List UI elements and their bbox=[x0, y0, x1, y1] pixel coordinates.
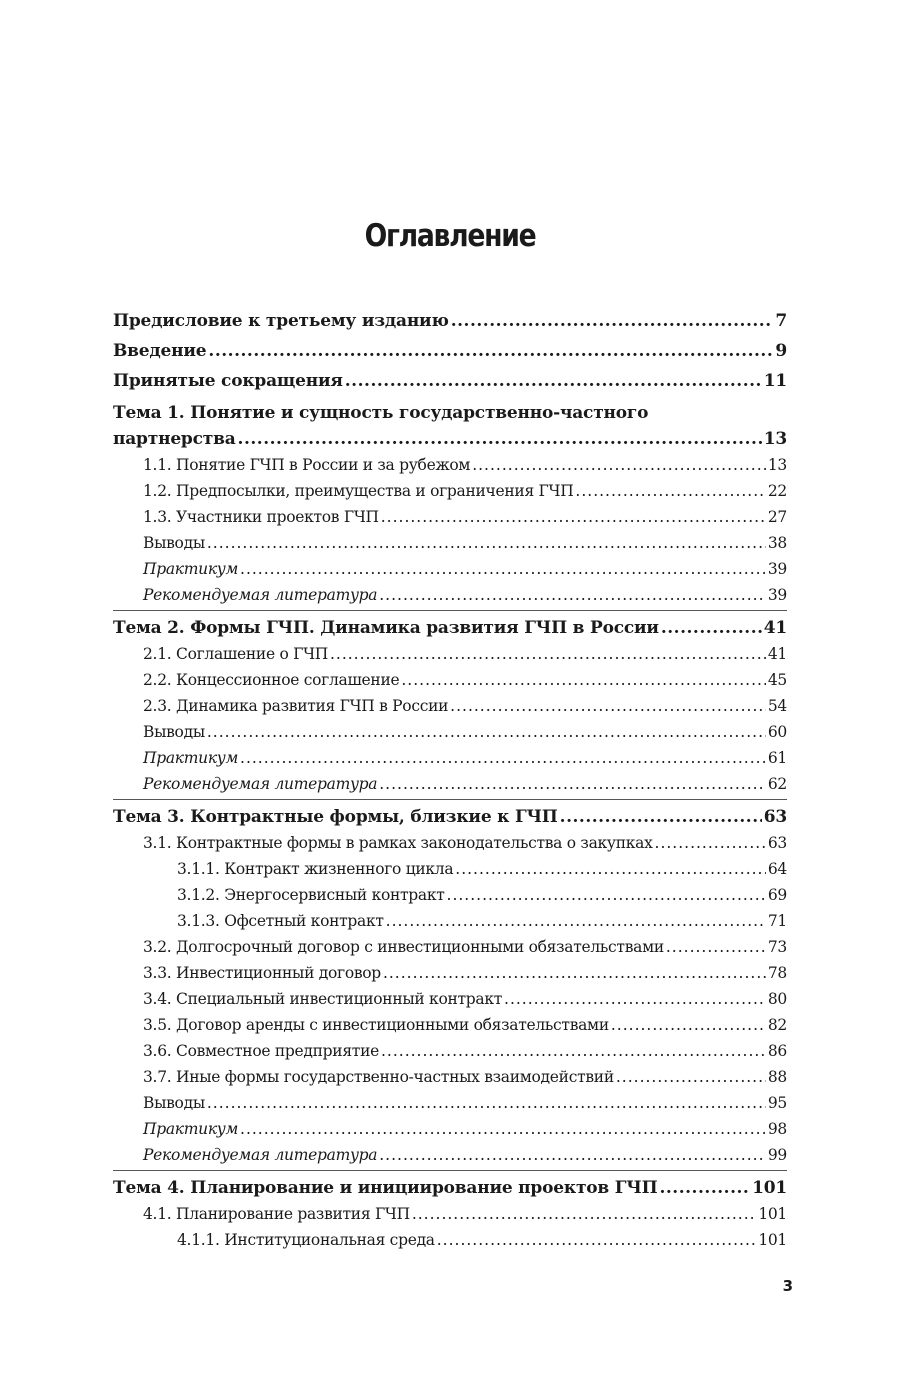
toc-entry-title: партнерства bbox=[113, 429, 236, 449]
toc-entry-page: 101 bbox=[758, 1231, 787, 1249]
toc-entry-page: 60 bbox=[767, 723, 787, 741]
toc-entry-page: 80 bbox=[767, 990, 787, 1008]
toc-entry-practicum[interactable] bbox=[113, 556, 787, 582]
dot-leader bbox=[616, 1064, 766, 1090]
toc-topic-3[interactable] bbox=[113, 804, 787, 830]
dot-leader bbox=[383, 960, 766, 986]
toc-entry-page: 88 bbox=[767, 1068, 787, 1086]
toc-entry[interactable] bbox=[113, 830, 787, 856]
toc-entry[interactable] bbox=[113, 960, 787, 986]
toc-entry-title: 1.2. Предпосылки, преимущества и ограничения ГЧП bbox=[143, 482, 574, 500]
toc-entry-abbreviations[interactable] bbox=[113, 366, 787, 396]
dot-leader bbox=[379, 771, 766, 797]
dot-leader bbox=[207, 1090, 766, 1116]
toc-topic-1[interactable] bbox=[113, 426, 787, 452]
toc-entry-title: Выводы bbox=[143, 723, 205, 741]
toc-entry-title: 3.3. Инвестиционный договор bbox=[143, 964, 381, 982]
toc-entry-page: 82 bbox=[767, 1016, 787, 1034]
toc-entry-title: 3.1. Контрактные формы в рамках законодательства о закупках bbox=[143, 834, 653, 852]
dot-leader bbox=[240, 745, 766, 771]
dot-leader bbox=[437, 1227, 757, 1253]
dot-leader bbox=[401, 667, 766, 693]
dot-leader bbox=[240, 556, 766, 582]
toc-entry[interactable] bbox=[113, 882, 787, 908]
toc-entry-title: 1.1. Понятие ГЧП в России и за рубежом bbox=[143, 456, 471, 474]
toc-entry-title: Практикум bbox=[143, 749, 239, 767]
toc-entry-page: 73 bbox=[767, 938, 787, 956]
toc-entry-title: Тема 2. Формы ГЧП. Динамика развития ГЧП в России bbox=[113, 618, 659, 638]
dot-leader bbox=[381, 504, 766, 530]
toc-entry[interactable] bbox=[113, 1201, 787, 1227]
toc-entry-page: 7 bbox=[775, 311, 787, 331]
toc-entry-title: Предисловие к третьему изданию bbox=[113, 311, 449, 331]
toc-entry-page: 63 bbox=[763, 807, 787, 827]
dot-leader bbox=[447, 882, 766, 908]
toc-entry-title: 2.3. Динамика развития ГЧП в России bbox=[143, 697, 449, 715]
toc-entry[interactable] bbox=[113, 908, 787, 934]
toc-entry[interactable] bbox=[113, 1227, 787, 1253]
toc-entry-title: 3.5. Договор аренды с инвестиционными обязательствами bbox=[143, 1016, 609, 1034]
toc-entry-preface[interactable] bbox=[113, 306, 787, 336]
dot-leader bbox=[455, 856, 766, 882]
toc-entry-page: 27 bbox=[767, 508, 787, 526]
toc-entry-title: 4.1. Планирование развития ГЧП bbox=[143, 1205, 410, 1223]
toc-entry-title: Выводы bbox=[143, 534, 205, 552]
dot-leader bbox=[560, 804, 762, 830]
toc-entry-page: 54 bbox=[767, 697, 787, 715]
toc-topic-1-title-line[interactable]: Тема 1. Понятие и сущность государственно-частного bbox=[113, 403, 649, 423]
toc-entry-page: 38 bbox=[767, 534, 787, 552]
toc-entry-literature[interactable] bbox=[113, 1142, 787, 1168]
dot-leader bbox=[330, 641, 766, 667]
toc-entry-page: 39 bbox=[767, 560, 787, 578]
toc-entry[interactable] bbox=[113, 1012, 787, 1038]
dot-leader bbox=[207, 719, 766, 745]
toc-entry-title: 1.3. Участники проектов ГЧП bbox=[143, 508, 379, 526]
toc-entry-page: 69 bbox=[767, 886, 787, 904]
dot-leader bbox=[238, 426, 762, 452]
dot-leader bbox=[412, 1201, 757, 1227]
toc-entry-title: Рекомендуемая литература bbox=[143, 1146, 378, 1164]
toc-entry[interactable] bbox=[113, 667, 787, 693]
toc-entry-page: 64 bbox=[767, 860, 787, 878]
toc-entry-conclusions[interactable] bbox=[113, 719, 787, 745]
toc-entry[interactable] bbox=[113, 856, 787, 882]
toc-entry-literature[interactable] bbox=[113, 582, 787, 608]
dot-leader bbox=[450, 693, 766, 719]
page-title: Оглавление bbox=[364, 218, 536, 254]
toc-entry[interactable] bbox=[113, 986, 787, 1012]
dot-leader bbox=[207, 530, 766, 556]
dot-leader bbox=[661, 615, 762, 641]
toc-entry-title: Принятые сокращения bbox=[113, 371, 343, 391]
toc-entry-page: 86 bbox=[767, 1042, 787, 1060]
toc-entry-title: 3.4. Специальный инвестиционный контракт bbox=[143, 990, 503, 1008]
toc-entry-title: 2.2. Концессионное соглашение bbox=[143, 671, 400, 689]
toc-entry-title: 3.1.1. Контракт жизненного цикла bbox=[177, 860, 454, 878]
toc-entry-page: 41 bbox=[767, 645, 787, 663]
toc-entry-page: 71 bbox=[767, 912, 787, 930]
toc-entry-practicum[interactable] bbox=[113, 745, 787, 771]
toc-entry-page: 95 bbox=[767, 1094, 787, 1112]
toc-entry-page: 11 bbox=[763, 371, 787, 391]
page-number: 3 bbox=[782, 1277, 793, 1295]
toc-entry-title: Тема 3. Контрактные формы, близкие к ГЧП bbox=[113, 807, 558, 827]
toc-entry-page: 101 bbox=[752, 1178, 787, 1198]
table-of-contents bbox=[113, 306, 787, 1253]
dot-leader bbox=[451, 306, 774, 336]
toc-entry-conclusions[interactable] bbox=[113, 1090, 787, 1116]
toc-entry-title: 4.1.1. Институциональная среда bbox=[177, 1231, 435, 1249]
dot-leader bbox=[379, 582, 766, 608]
toc-entry[interactable] bbox=[113, 478, 787, 504]
toc-entry-title: 3.6. Совместное предприятие bbox=[143, 1042, 379, 1060]
toc-entry[interactable] bbox=[113, 641, 787, 667]
dot-leader bbox=[472, 452, 766, 478]
toc-entry-page: 22 bbox=[767, 482, 787, 500]
toc-entry[interactable] bbox=[113, 1038, 787, 1064]
toc-entry-page: 61 bbox=[767, 749, 787, 767]
toc-entry-page: 63 bbox=[767, 834, 787, 852]
dot-leader bbox=[666, 934, 766, 960]
toc-entry-page: 62 bbox=[767, 775, 787, 793]
dot-leader bbox=[345, 366, 762, 396]
dot-leader bbox=[381, 1038, 766, 1064]
toc-entry-title: 3.1.2. Энергосервисный контракт bbox=[177, 886, 445, 904]
toc-entry[interactable] bbox=[113, 504, 787, 530]
toc-entry-page: 13 bbox=[763, 429, 787, 449]
dot-leader bbox=[504, 986, 766, 1012]
toc-entry-title: Рекомендуемая литература bbox=[143, 586, 378, 604]
toc-entry-page: 101 bbox=[758, 1205, 787, 1223]
toc-entry-introduction[interactable] bbox=[113, 336, 787, 366]
dot-leader bbox=[379, 1142, 766, 1168]
toc-entry-title: Введение bbox=[113, 341, 207, 361]
toc-entry-literature[interactable] bbox=[113, 771, 787, 797]
toc-entry-title: 3.1.3. Офсетный контракт bbox=[177, 912, 384, 930]
toc-entry-page: 13 bbox=[767, 456, 787, 474]
toc-entry[interactable] bbox=[113, 452, 787, 478]
toc-entry[interactable] bbox=[113, 693, 787, 719]
toc-entry-title: Практикум bbox=[143, 1120, 239, 1138]
toc-entry-title: Практикум bbox=[143, 560, 239, 578]
dot-leader bbox=[611, 1012, 766, 1038]
dot-leader bbox=[659, 1175, 750, 1201]
toc-entry-page: 98 bbox=[767, 1120, 787, 1138]
toc-entry-page: 41 bbox=[763, 618, 787, 638]
toc-entry-page: 78 bbox=[767, 964, 787, 982]
dot-leader bbox=[240, 1116, 766, 1142]
toc-entry-title: 3.2. Долгосрочный договор с инвестиционными обязательствами bbox=[143, 938, 664, 956]
toc-entry[interactable] bbox=[113, 934, 787, 960]
toc-entry-title: 3.7. Иные формы государственно-частных взаимодействий bbox=[143, 1068, 614, 1086]
toc-entry-title: Рекомендуемая литература bbox=[143, 775, 378, 793]
toc-entry-page: 9 bbox=[775, 341, 787, 361]
toc-entry-title: 2.1. Соглашение о ГЧП bbox=[143, 645, 328, 663]
toc-entry-page: 45 bbox=[767, 671, 787, 689]
toc-entry-practicum[interactable] bbox=[113, 1116, 787, 1142]
toc-entry-title: Тема 4. Планирование и инициирование проектов ГЧП bbox=[113, 1178, 658, 1198]
toc-entry-conclusions[interactable] bbox=[113, 530, 787, 556]
toc-entry-page: 99 bbox=[767, 1146, 787, 1164]
toc-topic-4[interactable] bbox=[113, 1175, 787, 1201]
dot-leader bbox=[386, 908, 766, 934]
dot-leader bbox=[655, 830, 766, 856]
dot-leader bbox=[208, 336, 773, 366]
toc-entry[interactable] bbox=[113, 1064, 787, 1090]
toc-entry-title: Выводы bbox=[143, 1094, 205, 1112]
toc-topic-2[interactable] bbox=[113, 615, 787, 641]
toc-entry-page: 39 bbox=[767, 586, 787, 604]
dot-leader bbox=[575, 478, 765, 504]
